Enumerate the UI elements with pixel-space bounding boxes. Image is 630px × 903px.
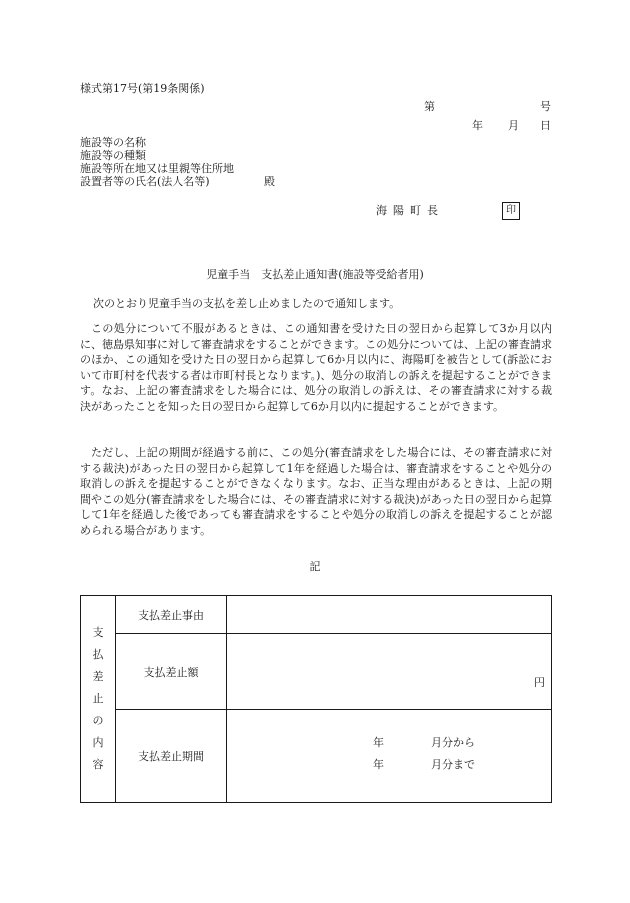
facility-type-label: 施設等の種類 — [80, 149, 146, 162]
suspension-reason-label: 支払差止事由 — [116, 596, 227, 634]
document-number-suffix: 号 — [540, 100, 551, 113]
facility-address-label: 施設等所在地又は里親等住所地 — [80, 162, 234, 175]
suspension-period-value — [227, 710, 552, 803]
appeal-paragraph-1: この処分について不服があるときは、この通知書を受けた日の翌日から起算して3か月以内に、徳島県知事に対して審査請求をすることができます。この処分については、上記の審査請求のほか、この通知を受けた日の翌日から起算して6か月以内に、海陽町を被告として(訴訟において市町村を代表する者は市町村長となります。)、処分の取消しの訴えを提起することができます。なお、上記の審査請求をした場合には、処分の取消しの訴えは、その審査請求に対する裁決があったことを知った日の翌日から起算して6か月以内に提起することができます。 — [80, 322, 552, 413]
document-number-label: 第 — [424, 100, 435, 113]
intro-sentence: 次のとおり児童手当の支払を差し止めましたので通知します。 — [93, 297, 401, 310]
suspension-period-label: 支払差止期間 — [116, 710, 227, 803]
mayor-title: 海陽町長 — [376, 204, 444, 217]
honorific: 殿 — [264, 175, 275, 188]
document-title: 児童手当 支払差止通知書(施設等受給者用) — [206, 268, 424, 281]
side-label-suspension-contents: 支 払 差 止 の 内 容 — [81, 596, 116, 803]
period-from: 年 月分から — [373, 736, 475, 749]
yen-unit: 円 — [534, 676, 545, 689]
founder-name-label: 設置者等の氏名(法人名等) — [80, 175, 210, 188]
suspension-details-table — [80, 595, 552, 803]
seal-mark: 印 — [502, 202, 520, 220]
period-to: 年 月分まで — [373, 758, 475, 771]
date-day-label: 日 — [540, 119, 551, 132]
date-year-label: 年 — [472, 119, 483, 132]
suspension-reason-value — [227, 596, 552, 634]
facility-name-label: 施設等の名称 — [80, 136, 146, 149]
appeal-paragraph-2: ただし、上記の期間が経過する前に、この処分(審査請求をした場合には、その審査請求に対する裁決)があった日の翌日から起算して1年を経過した場合は、審査請求をすることや処分の取消しの訴えを提起することができなくなります。なお、正当な理由があるときは、上記の期間やこの処分(審査請求をした場合には、その審査請求に対する裁決)があった日の翌日から起算して1年を経過した後であっても審査請求をすることや処分の取消しの訴えを提起することが認められる場合があります。 — [80, 446, 552, 537]
date-month-label: 月 — [508, 119, 519, 132]
suspension-amount-value — [227, 634, 552, 710]
suspension-amount-label: 支払差止額 — [116, 634, 227, 710]
ki-heading: 記 — [309, 560, 321, 573]
form-number: 様式第17号(第19条関係) — [80, 82, 205, 95]
